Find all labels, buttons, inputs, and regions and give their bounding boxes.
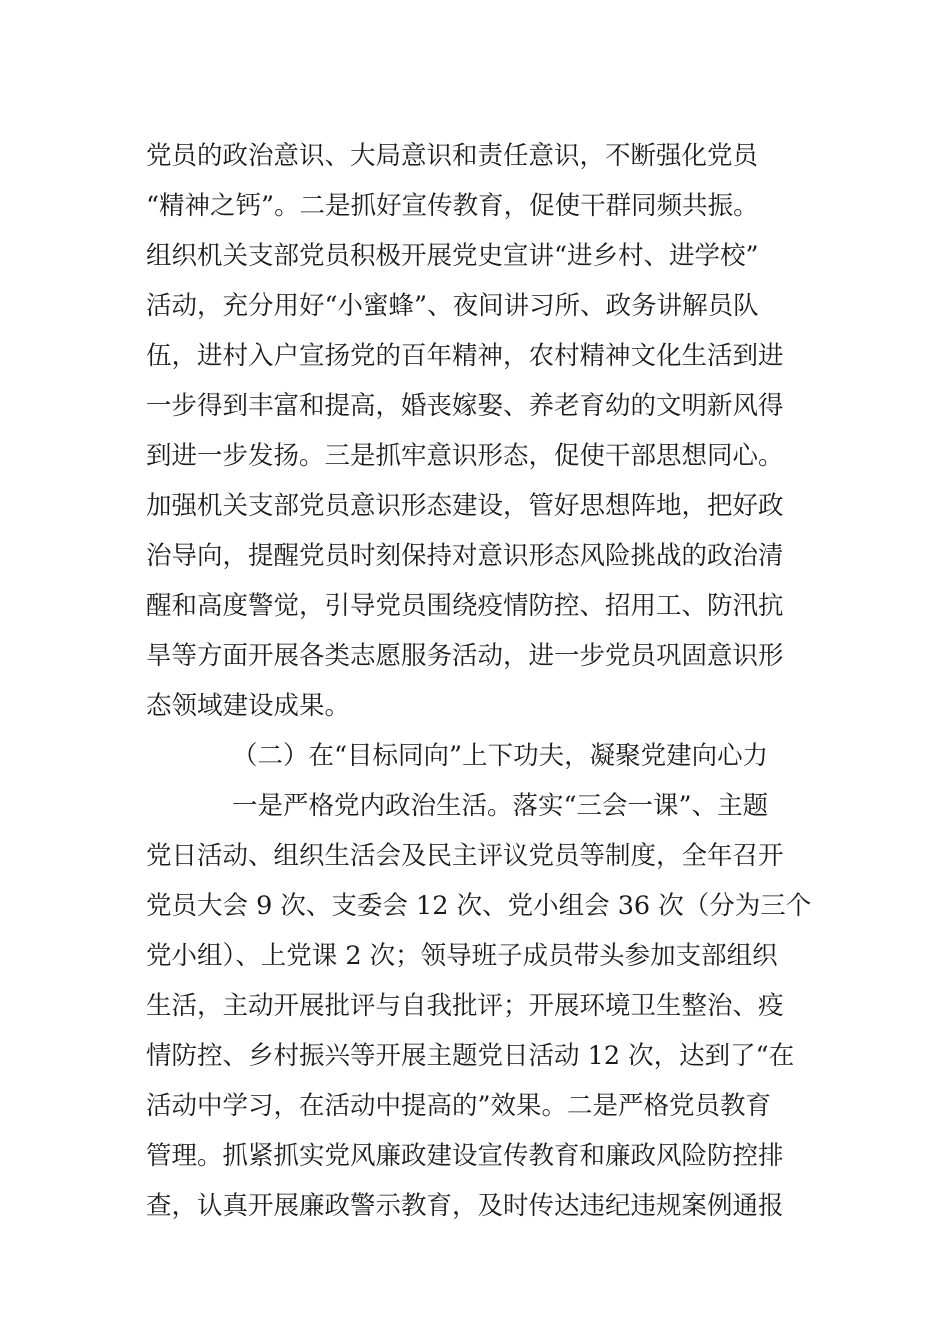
text-line: 活动，充分用好“小蜜蜂”、夜间讲习所、政务讲解员队 xyxy=(146,291,759,321)
text-line: 党员的政治意识、大局意识和责任意识，不断强化党员 xyxy=(146,141,759,171)
text-line: 情防控、乡村振兴等开展主题党日活动 12 次，达到了“在 xyxy=(146,1041,795,1071)
text-line: 加强机关支部党员意识形态建设，管好思想阵地，把好政 xyxy=(146,491,784,521)
text-line: 到进一步发扬。三是抓牢意识形态，促使干部思想同心。 xyxy=(146,441,784,471)
text-line: 伍，进村入户宣扬党的百年精神，农村精神文化生活到进 xyxy=(146,341,784,371)
paragraph-first-line: 一是严格党内政治生活。落实“三会一课”、主题 xyxy=(232,791,769,821)
text-line: 旱等方面开展各类志愿服务活动，进一步党员巩固意识形 xyxy=(146,641,784,671)
section-heading: （二）在“目标同向”上下功夫，凝聚党建向心力 xyxy=(232,741,769,771)
text-line: 活动中学习，在活动中提高的”效果。二是严格党员教育 xyxy=(146,1091,772,1121)
text-line: 党小组）、上党课 2 次；领导班子成员带头参加支部组织 xyxy=(146,941,778,971)
text-line: “精神之钙”。二是抓好宣传教育，促使干群同频共振。 xyxy=(146,191,759,221)
text-line: 组织机关支部党员积极开展党史宣讲“进乡村、进学校” xyxy=(146,241,759,271)
text-line: 醒和高度警觉，引导党员围绕疫情防控、招用工、防汛抗 xyxy=(146,591,784,621)
text-line: 态领域建设成果。 xyxy=(146,691,351,721)
text-line: 管理。抓紧抓实党风廉政建设宣传教育和廉政风险防控排 xyxy=(146,1141,784,1171)
text-line: 一步得到丰富和提高，婚丧嫁娶、养老育幼的文明新风得 xyxy=(146,391,784,421)
text-line: 生活，主动开展批评与自我批评；开展环境卫生整治、疫 xyxy=(146,991,784,1021)
text-line: 查，认真开展廉政警示教育，及时传达违纪违规案例通报 xyxy=(146,1191,784,1221)
text-line: 治导向，提醒党员时刻保持对意识形态风险挑战的政治清 xyxy=(146,541,784,571)
text-line: 党日活动、组织生活会及民主评议党员等制度，全年召开 xyxy=(146,841,784,871)
text-line: 党员大会 9 次、支委会 12 次、党小组会 36 次（分为三个 xyxy=(146,891,812,921)
